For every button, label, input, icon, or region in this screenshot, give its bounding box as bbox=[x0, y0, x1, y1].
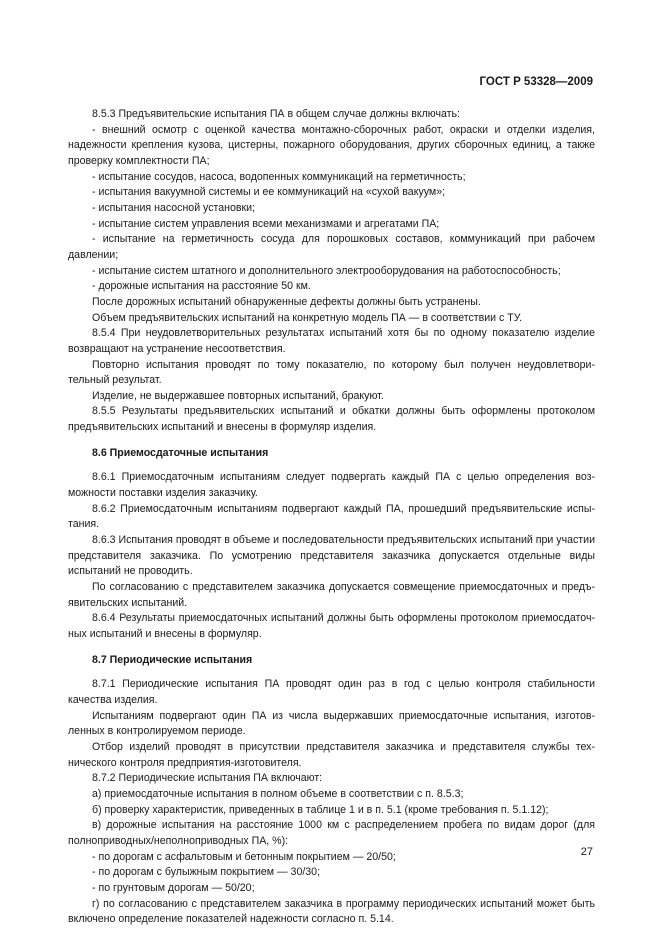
paragraph: б) проверку характеристик, приведенных в таблице 1 и в п. 5.1 (кроме требования п. 5.1.12); bbox=[92, 803, 549, 816]
paragraph: 8.5.5 Результаты предъявительских испытаний и обкатки должны быть оформлены протоколом предъявительских испытаний и внесены в формуляр изделия. bbox=[68, 405, 595, 434]
paragraph: - по дорогам с асфальтовым и бетонным покрытием — 20/50; bbox=[92, 850, 396, 863]
paragraph: - испытания насосной установки; bbox=[92, 201, 256, 214]
paragraph: Повторно испытания проводят по тому показателю, по которому был получен неудовлетвори-тельный результат. bbox=[68, 358, 595, 387]
clause-8-5-block bbox=[68, 107, 595, 436]
section-heading-8-7: 8.7 Периодические испытания bbox=[92, 653, 253, 666]
paragraph: 8.7.1 Периодические испытания ПА проводят один раз в год с целью контроля стабильности качества изделия. bbox=[68, 678, 595, 706]
paragraph: - испытание систем управления всеми механизмами и агрегатами ПА; bbox=[92, 217, 440, 230]
paragraph: 8.6.2 Приемосдаточным испытаниям подвергают каждый ПА, прошедший предъявительские испы-тания. bbox=[68, 502, 595, 531]
paragraph: - испытание систем штатного и дополнительного электрооборудования на работоспособность; bbox=[92, 264, 561, 277]
paragraph: 8.5.4 При неудовлетворительных результатах испытаний хотя бы по одному показателю изделие возвращают на устранение несоответствия. bbox=[68, 327, 595, 355]
clause-8-6-block bbox=[68, 470, 595, 642]
paragraph: - испытания вакуумной системы и ее коммуникаций на «сухой вакуум»; bbox=[92, 186, 446, 199]
paragraph: - по грунтовым дорогам — 50/20; bbox=[92, 881, 255, 894]
page-content bbox=[68, 107, 595, 928]
paragraph: Объем предъявительских испытаний на конкретную модель ПА — в соответствии с ТУ. bbox=[92, 311, 523, 324]
standard-header: ГОСТ Р 53328—2009 bbox=[479, 76, 593, 88]
paragraph: 8.6.1 Приемосдаточным испытаниям следует подвергать каждый ПА с целью определения воз-можности поставки изделия заказчику. bbox=[68, 471, 595, 500]
paragraph: - внешний осмотр с оценкой качества монтажно-сборочных работ, окраски и отделки изделия, надежности крепления кузова, цистерны, пожарного оборудования, других сборочных единиц, а также проверку комплектности ПА; bbox=[68, 123, 595, 167]
paragraph: После дорожных испытаний обнаруженные дефекты должны быть устранены. bbox=[92, 295, 481, 308]
paragraph: 8.5.3 Предъявительские испытания ПА в общем случае должны включать: bbox=[92, 108, 460, 120]
page-number: 27 bbox=[580, 846, 593, 858]
paragraph: - по дорогам с булыжным покрытием — 30/30; bbox=[92, 866, 321, 879]
clause-8-7-block bbox=[68, 677, 595, 928]
paragraph: 8.7.2 Периодические испытания ПА включают: bbox=[92, 772, 323, 785]
paragraph: - дорожные испытания на расстояние 50 км. bbox=[92, 280, 311, 293]
paragraph: Отбор изделий проводят в присутствии представителя заказчика и представителя службы тех-нического контроля предприятия-изготовителя. bbox=[68, 740, 595, 769]
paragraph: 8.6.3 Испытания проводят в объеме и последовательности предъявительских испытаний при участии представителя заказчика. По усмотрению представителя заказчика допускается отдельные виды испытаний не проводить. bbox=[68, 534, 595, 578]
section-heading-8-6: 8.6 Приемосдаточные испытания bbox=[92, 446, 269, 459]
paragraph: 8.6.4 Результаты приемосдаточных испытаний должны быть оформлены протоколом приемосдаточ-ных испытаний и внесены в формуляр. bbox=[68, 612, 595, 640]
paragraph: Испытаниям подвергают один ПА из числа выдержавших приемосдаточные испытания, изготов-ленных в контролируемом периоде. bbox=[68, 709, 595, 738]
paragraph: г) по согласованию с представителем заказчика в программу периодических испытаний может быть включено определение показателей надежности согласно п. 5.14. bbox=[68, 897, 595, 926]
paragraph: Изделие, не выдержавшее повторных испытаний, бракуют. bbox=[92, 389, 384, 402]
paragraph: - испытание на герметичность сосуда для порошковых составов, коммуникаций при рабочем давлении; bbox=[68, 233, 595, 261]
paragraph: - испытание сосудов, насоса, водопенных коммуникаций на герметичность; bbox=[92, 170, 466, 183]
paragraph: а) приемосдаточные испытания в полном объеме в соответствии с п. 8.5.3; bbox=[92, 787, 464, 800]
paragraph: в) дорожные испытания на расстояние 1000 км с распределением пробега по видам дорог (для полноприводных/неполноприводных ПА, %): bbox=[68, 819, 595, 847]
paragraph: По согласованию с представителем заказчика допускается совмещение приемосдаточных и предъ-явительских испытаний. bbox=[68, 581, 595, 609]
